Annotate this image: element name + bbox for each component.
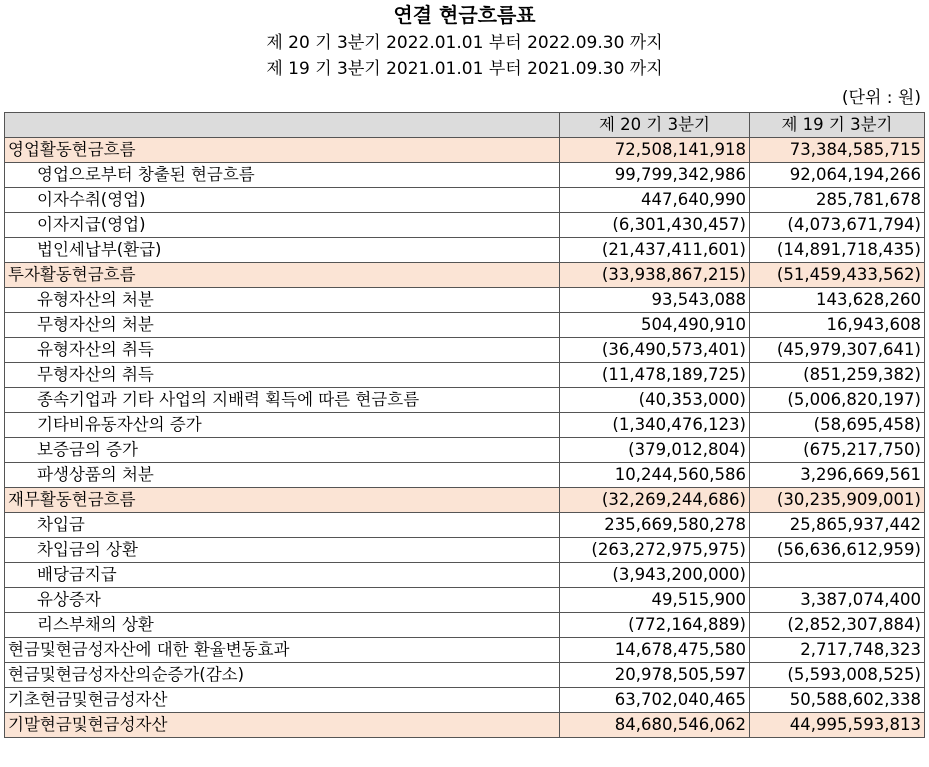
row-current: 447,640,990: [560, 188, 750, 213]
row-label: 무형자산의 처분: [5, 313, 560, 338]
row-label: 투자활동현금흐름: [5, 263, 560, 288]
table-row: [5, 363, 925, 388]
row-label: 유상증자: [5, 588, 560, 613]
row-label: 기초현금및현금성자산: [5, 688, 560, 713]
row-current: (32,269,244,686): [560, 488, 750, 513]
table-row: [5, 538, 925, 563]
table-row: [5, 388, 925, 413]
statement-title: 연결 현금흐름표: [393, 3, 536, 27]
row-current: (1,340,476,123): [560, 413, 750, 438]
table-row: [5, 638, 925, 663]
row-label: 이자지급(영업): [5, 213, 560, 238]
row-previous: (14,891,718,435): [750, 238, 925, 263]
row-current: (11,478,189,725): [560, 363, 750, 388]
row-label: 유형자산의 취득: [5, 338, 560, 363]
row-previous: (58,695,458): [750, 413, 925, 438]
table-header-row: [5, 113, 925, 138]
row-current: 63,702,040,465: [560, 688, 750, 713]
header-current: 제 20 기 3분기: [560, 113, 750, 138]
table-row: [5, 613, 925, 638]
table-row-ending-cash: [5, 713, 925, 738]
row-label: 무형자산의 취득: [5, 363, 560, 388]
table-row: [5, 163, 925, 188]
table-row: [5, 463, 925, 488]
row-current: 99,799,342,986: [560, 163, 750, 188]
row-previous: (675,217,750): [750, 438, 925, 463]
table-row-operating: [5, 138, 925, 163]
row-previous: (30,235,909,001): [750, 488, 925, 513]
table-row: [5, 563, 925, 588]
row-current: 14,678,475,580: [560, 638, 750, 663]
row-label: 차입금의 상환: [5, 538, 560, 563]
row-current: (40,353,000): [560, 388, 750, 413]
row-label: 파생상품의 처분: [5, 463, 560, 488]
header-label: [5, 113, 560, 138]
row-current: (6,301,430,457): [560, 213, 750, 238]
row-label: 리스부채의 상환: [5, 613, 560, 638]
row-label: 차입금: [5, 513, 560, 538]
row-current: (263,272,975,975): [560, 538, 750, 563]
table-row: [5, 288, 925, 313]
row-current: 235,669,580,278: [560, 513, 750, 538]
row-current: (3,943,200,000): [560, 563, 750, 588]
row-label: 이자수취(영업): [5, 188, 560, 213]
row-previous: 16,943,608: [750, 313, 925, 338]
row-previous: 44,995,593,813: [750, 713, 925, 738]
row-label: 종속기업과 기타 사업의 지배력 획득에 따른 현금흐름: [5, 388, 560, 413]
row-label: 기타비유동자산의 증가: [5, 413, 560, 438]
row-previous: 73,384,585,715: [750, 138, 925, 163]
row-current: 93,543,088: [560, 288, 750, 313]
row-previous: (56,636,612,959): [750, 538, 925, 563]
row-previous: (4,073,671,794): [750, 213, 925, 238]
row-label: 영업으로부터 창출된 현금흐름: [5, 163, 560, 188]
table-row: [5, 413, 925, 438]
row-current: 84,680,546,062: [560, 713, 750, 738]
row-current: 504,490,910: [560, 313, 750, 338]
table-row: [5, 313, 925, 338]
row-previous: (851,259,382): [750, 363, 925, 388]
row-previous: 2,717,748,323: [750, 638, 925, 663]
row-previous: (5,593,008,525): [750, 663, 925, 688]
period-previous: 제 19 기 3분기 2021.01.01 부터 2021.09.30 까지: [266, 59, 663, 79]
row-label: 법인세납부(환급): [5, 238, 560, 263]
unit-label: (단위 : 원): [841, 88, 921, 108]
row-label: 재무활동현금흐름: [5, 488, 560, 513]
table-row: [5, 688, 925, 713]
row-current: 49,515,900: [560, 588, 750, 613]
table-row: [5, 188, 925, 213]
row-previous: 25,865,937,442: [750, 513, 925, 538]
row-label: 보증금의 증가: [5, 438, 560, 463]
table-row: [5, 513, 925, 538]
row-label: 배당금지급: [5, 563, 560, 588]
row-label: 영업활동현금흐름: [5, 138, 560, 163]
row-current: (21,437,411,601): [560, 238, 750, 263]
row-previous: 3,296,669,561: [750, 463, 925, 488]
row-label: 기말현금및현금성자산: [5, 713, 560, 738]
row-current: 10,244,560,586: [560, 463, 750, 488]
row-current: (379,012,804): [560, 438, 750, 463]
header-previous: 제 19 기 3분기: [750, 113, 925, 138]
row-previous: 92,064,194,266: [750, 163, 925, 188]
row-previous: (5,006,820,197): [750, 388, 925, 413]
table-row: [5, 238, 925, 263]
table-row: [5, 588, 925, 613]
cash-flow-table: [4, 112, 925, 738]
row-previous: 3,387,074,400: [750, 588, 925, 613]
table-row: [5, 213, 925, 238]
table-row: [5, 663, 925, 688]
row-previous: (45,979,307,641): [750, 338, 925, 363]
row-previous: [750, 563, 925, 588]
row-label: 유형자산의 처분: [5, 288, 560, 313]
row-current: (36,490,573,401): [560, 338, 750, 363]
row-current: 72,508,141,918: [560, 138, 750, 163]
row-label: 현금및현금성자산에 대한 환율변동효과: [5, 638, 560, 663]
row-previous: 50,588,602,338: [750, 688, 925, 713]
row-current: (772,164,889): [560, 613, 750, 638]
table-row-investing: [5, 263, 925, 288]
row-label: 현금및현금성자산의순증가(감소): [5, 663, 560, 688]
row-previous: 143,628,260: [750, 288, 925, 313]
row-previous: (51,459,433,562): [750, 263, 925, 288]
table-row: [5, 338, 925, 363]
row-previous: (2,852,307,884): [750, 613, 925, 638]
row-previous: 285,781,678: [750, 188, 925, 213]
row-current: 20,978,505,597: [560, 663, 750, 688]
row-current: (33,938,867,215): [560, 263, 750, 288]
table-row-financing: [5, 488, 925, 513]
table-row: [5, 438, 925, 463]
period-current: 제 20 기 3분기 2022.01.01 부터 2022.09.30 까지: [266, 33, 663, 53]
